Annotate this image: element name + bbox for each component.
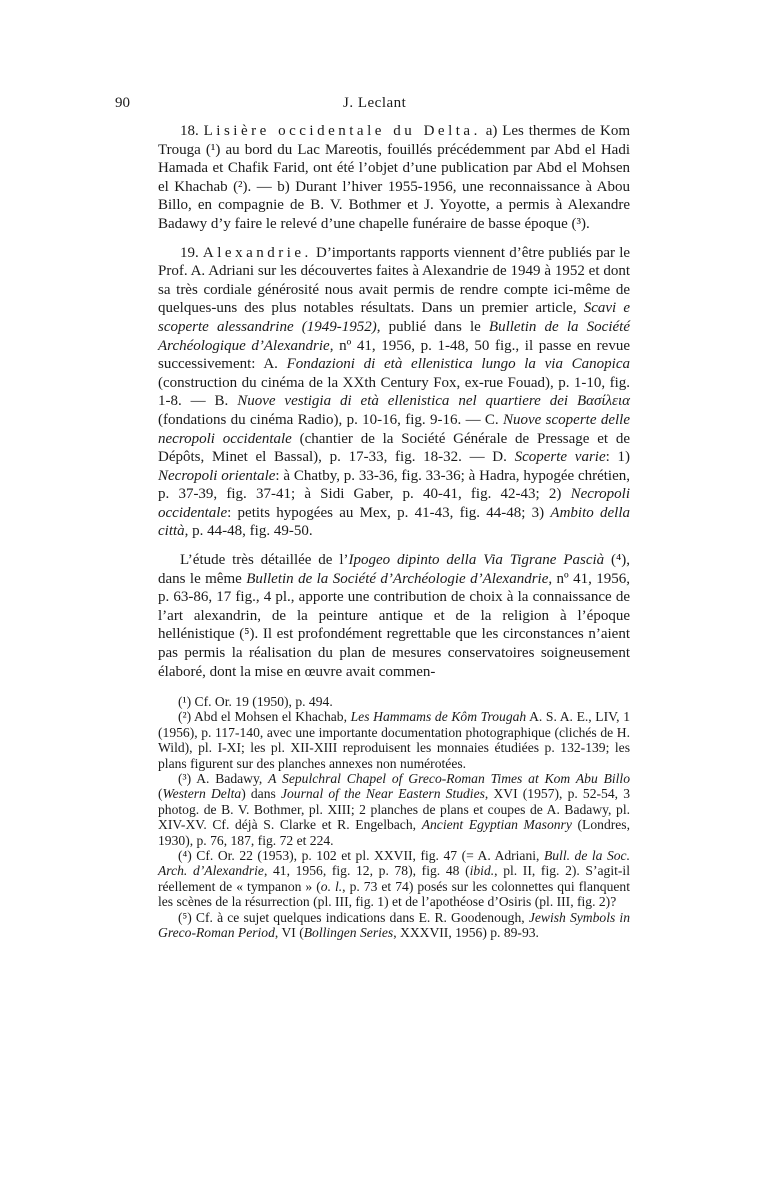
text-run: ) dans	[241, 786, 281, 802]
text-run: , VI (	[274, 925, 304, 941]
section-heading: Lisière occidentale du Delta.	[203, 123, 481, 139]
text-run: (⁵) Cf. à ce sujet quelques indications dans E. R. Goodenough,	[178, 909, 529, 925]
text-run: , XXXVII, 1956) p. 89-93.	[393, 925, 539, 941]
italic-title: Bulletin de la Société d’Archéologie d’Alexandrie	[246, 570, 549, 587]
paragraph-19	[158, 244, 630, 542]
text-run: , p. 44-48, fig. 49-50.	[184, 523, 313, 540]
text-run: , XVI (1957), p. 52-54, 3 photog. de B. V. Bothmer, pl. XIII; 2 planches de plans et coupes de A. Badawy, pl. XIV-XV. Cf. déjà S. Clarke et R. Engelbach,	[158, 786, 630, 833]
text-run: (¹) Cf. Or. 19 (1950), p. 494.	[178, 694, 333, 709]
italic-title: Nuove vestigia di età ellenistica nel quartiere dei Βασίλεια	[237, 393, 630, 410]
text-run: , 41, 1956, fig. 12, p. 78), fig. 48 (	[263, 863, 470, 879]
italic-title: Bull. de la Soc. Arch. d’Alexandrie	[158, 848, 630, 879]
section-number: 19.	[180, 244, 199, 261]
italic-title: Ancient Egyptian Masonry	[421, 817, 572, 833]
text-run: (²) Abd el Mohsen el Khachab,	[178, 709, 351, 725]
text-run: , pl. II, fig. 2). S’agit-il réellement de « tympanon » (	[158, 863, 630, 894]
text-run: L’étude très détaillée de l’	[180, 552, 349, 569]
paragraph-text: a) Les thermes de Kom Trouga (¹) au bord du Lac Mareotis, fouillés précédemment par Abd el Hadi Hamada et Chafik Farid, ont été l’objet d’une publication par Abd el Mohsen el Khachab (²). — b) Durant l’hiver 1955-1956, une reconnaissance à Abou Billo, en compagnie de B. V. Bothmer et J. Yoyotte, a permis à Alexandre Badawy d’y faire le relevé d’une chapelle funéraire de basse époque (³).	[158, 123, 631, 232]
footnote-5	[158, 910, 630, 941]
text-run: A. S. A. E., LIV, 1 (1956), p. 117-140, avec une importante documentation photographique (clichés de H. Wild), pl. I-XI; les pl. XII-XIII reproduisent les monnaies étudiées p. 132-139; les plans figurent sur des planches annexes non numérotées.	[158, 709, 630, 771]
footnotes	[158, 694, 630, 941]
footnote-2	[158, 709, 630, 771]
italic-title: Bollingen Series	[303, 925, 394, 941]
text-run: (⁴) Cf. Or. 22 (1953), p. 102 et pl. XXVII, fig. 47 (= A. Adriani,	[178, 848, 544, 864]
footnote-4	[158, 848, 630, 910]
text-run: , nº 41, 1956, p. 1-48, 50 fig., il passe en revue successivement: A.	[158, 337, 630, 373]
text-run: (fondations du cinéma Radio), p. 10-16, fig. 9-16. — C.	[158, 411, 504, 428]
text-run: (³) A. Badawy,	[178, 771, 269, 787]
italic-title: Jewish Symbols in Greco-Roman Period	[158, 909, 630, 941]
italic-title: Necropoli occidentale	[158, 486, 630, 521]
italic-title: Fondazioni di età ellenistica lungo la via Canopica	[286, 356, 630, 373]
italic-title: ibid.	[469, 863, 495, 879]
page-number: 90	[115, 95, 130, 111]
text-run: : petits hypogées au Mex, p. 41-43, fig. 44-48; 3)	[227, 504, 551, 521]
italic-title: Les Hammams de Kôm Trougah	[350, 709, 527, 725]
text-run: , p. 73 et 74) posés sur les colonnettes qui flanquent les scènes de la résurrection (pl. III, fig. 1) et de l’apothéose d’Osiris (pl. III, fig. 2)?	[158, 878, 630, 910]
running-head: J. Leclant	[343, 95, 407, 111]
text-run: (construction du cinéma de la XXth Century Fox, ex-rue Fouad), p. 1-10, fig. 1-8. — B.	[158, 374, 630, 410]
text-run: (	[158, 786, 163, 802]
italic-title: Necropoli orientale	[158, 467, 276, 484]
italic-title: Scavi e scoperte alessandrine (1949-1952)	[158, 300, 631, 335]
text-run: (⁴), dans le même	[158, 552, 630, 587]
text-run: , publié dans le	[376, 318, 489, 335]
text-run: (Londres, 1930), p. 76, 187, fig. 72 et 224.	[158, 817, 630, 848]
text-run: : à Chatby, p. 33-36, fig. 33-36; à Hadra, hypogée chrétien, p. 37-39, fig. 37-41; à Sidi Gaber, p. 40-41, fig. 42-43; 2)	[158, 467, 631, 503]
text-run: (chantier de la Société Générale de Pressage et de Dépôts, Minet el Bassal), p. 17-33, fig. 18-32. — D.	[158, 430, 630, 466]
italic-title: Scoperte varie	[514, 449, 606, 466]
footnote-1	[158, 694, 630, 709]
italic-title: Western Delta	[162, 786, 242, 802]
main-text	[158, 122, 630, 691]
text-run: , nº 41, 1956, p. 63-86, 17 fig., 4 pl., apporte une contribution de choix à la connaissance de l’art alexandrin, de la peinture antique et de la religion à l’époque hellénistique (⁵). Il est profondément regrettable que les circonstances n’aient pas permis la réalisation du plan de mesures conservatoires soigneusement élaboré, dont la mise en œuvre avait commen-	[158, 570, 630, 680]
italic-title: Journal of the Near Eastern Studies	[280, 786, 485, 802]
italic-title: A Sepulchral Chapel of Greco-Roman Times at Kom Abu Billo	[268, 771, 630, 787]
italic-title: o. l.	[320, 878, 343, 894]
paragraph-ipogeo	[158, 551, 630, 681]
section-number: 18.	[180, 123, 199, 139]
text-run: : 1)	[605, 449, 630, 466]
paragraph-18	[158, 122, 630, 234]
italic-title: Ambito della città	[158, 504, 630, 540]
page-header	[115, 95, 635, 115]
italic-title: Bulletin de la Société Archéologique d’Alexandrie	[158, 318, 630, 354]
italic-title: Nuove scoperte delle necropoli occidentale	[158, 411, 630, 447]
text-run: D’importants rapports viennent d’être publiés par le Prof. A. Adriani sur les découvertes faites à Alexandrie de 1949 à 1952 et dont sa très cordiale générosité nous avait permis de rendre compte ici-même de quelques-uns des plus notables résultats. Dans un premier article,	[158, 244, 631, 317]
footnote-3	[158, 771, 630, 848]
section-heading: Alexandrie.	[202, 244, 312, 261]
italic-title: Ipogeo dipinto della Via Tigrane Pascià	[348, 552, 605, 569]
